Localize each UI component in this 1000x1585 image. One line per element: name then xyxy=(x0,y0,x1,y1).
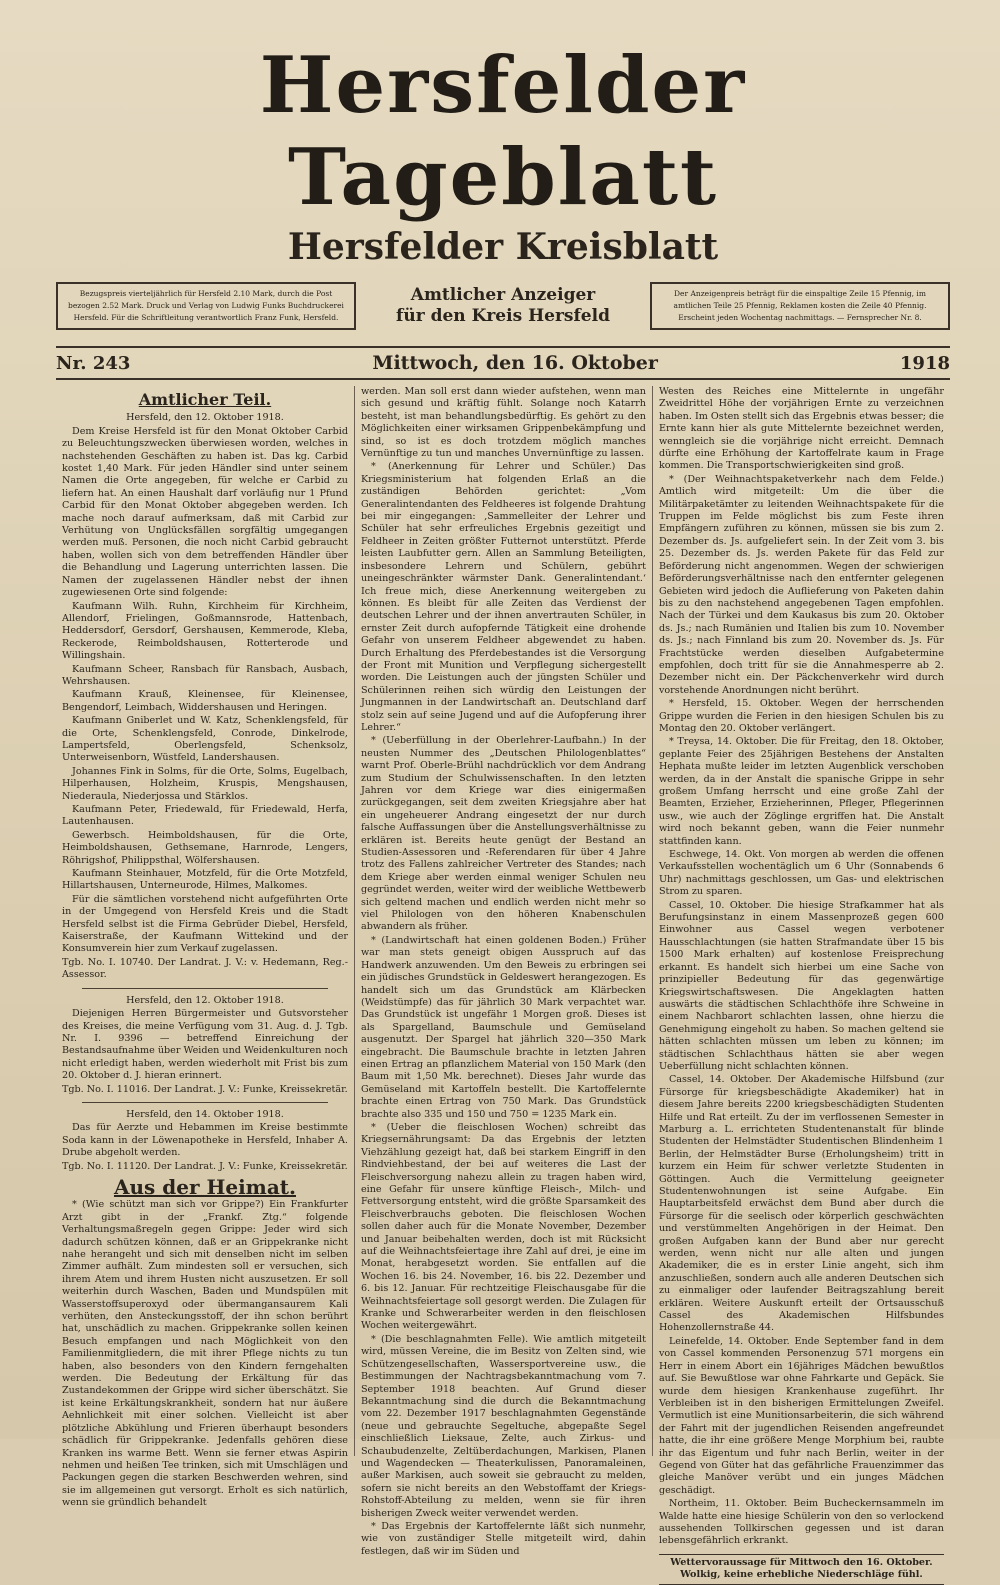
article-paragraph: Northeim, 11. Oktober. Beim Bucheckernsammeln im Walde hatte eine hiesige Schülerin von den so verlockend aussehenden Tollkirschen gegessen und ist daran lebensgefährlich erkrankt. xyxy=(658,1498,944,1547)
article-paragraph: Diejenigen Herren Bürgermeister und Gutsvorsteher des Kreises, die meine Verfügung vom 31. Aug. d. J. Tgb. Nr. I. 9396 — betreffend Einreichung der Bestandsaufnahme über Weiden und Weidenkulturen noch nicht erledigt haben, werden wiederholt mit Frist bis zum 20. Oktober d. J. hieran erinnert. xyxy=(62,1008,348,1082)
article-paragraph: Kaufmann Scheer, Ransbach für Ransbach, Ausbach, Wehrshausen. xyxy=(62,663,348,687)
official-notice-line2: für den Kreis Hersfeld xyxy=(396,306,610,326)
article-paragraph: werden. Man soll erst dann wieder aufstehen, wenn man sich gesund und kräftig fühlt. Solange noch Katarrh besteht, ist man behandlungsbedürftig. Es gehört zu den Möglichkeiten einer wirksamen Grippenbekämpfung und sind, so ist es doch trotzdem möglich manches Vernünftige zu tun und manches Unvernünftige zu lassen. xyxy=(360,386,646,460)
article-paragraph: * Hersfeld, 15. Oktober. Wegen der herrschenden Grippe wurden die Ferien in den hiesigen Schulen bis zu Montag den 20. Oktober verlängert. xyxy=(658,698,944,734)
issue-date: Mittwoch, den 16. Oktober xyxy=(372,352,658,374)
article-paragraph: * (Die beschlagnahmten Felle). Wie amtlich mitgeteilt wird, müssen Vereine, die im Besitz von Zelten sind, wie Schützengesellschaften, Wassersportvereine usw., die Bestimmungen der Nachtragsbekanntmachung vom 7. September 1918 beachten. Auf Grund dieser Bekanntmachung sind die durch die Bekanntmachung vom 22. Dezember 1917 beschlagnahmten Gegenstände (neue und gebrauchte Segeltuche, abgepaßte Segel einschließlich Lieksaue, Zelte, auch Zirkus- und Schaubudenzelte, Zeltüberdachungen, Markisen, Planen und Wagendecken — Theaterkulissen, Panoramaleinen, außer Markisen, auch soweit sie gebraucht zu melden, sofern sie nicht bereits an den Webstoffamt der Kriegs-Rohstoff-Abteilung zu melden, wenn sie für ihren bisherigen Zweck weiter verwendet werden. xyxy=(360,1333,646,1519)
article-paragraph: Kaufmann Steinhauer, Motzfeld, für die Orte Motzfeld, Hillartshausen, Unterneurode, Hilmes, Malkomes. xyxy=(62,868,348,892)
dateline: Hersfeld, den 12. Oktober 1918. xyxy=(126,412,284,424)
article-paragraph: Gewerbsch. Heimboldshausen, für die Orte, Heimboldshausen, Gethsemane, Harnrode, Lengers, Röhrigshof, Philippsthal, Wölfershausen. xyxy=(62,829,348,866)
advertising-info-box: Der Anzeigenpreis beträgt für die einspaltige Zeile 15 Pfennig, im amtlichen Teile 25 Pfennig, Reklamen kosten die Zeile 40 Pfennig. Erscheint jeden Wochentag nachmittags. — Fernsprecher Nr. 8. xyxy=(650,282,950,330)
dateline: Hersfeld, den 14. Oktober 1918. xyxy=(126,1108,284,1120)
article-paragraph: * (Ueber die fleischlosen Wochen) schreibt das Kriegsernährungsamt: Da das Ergebnis der letzten Viehzählung gezeigt hat, daß bei starkem Eingriff in den Rindviehbestand, der bei auf weiteres die Last der Fleischversorgung nahezu allein zu tragen haben wird, eine Gefahr für unsere künftige Fleisch-, Milch- und Fettversorgung entsteht, wird die größte Sparsamkeit des Fleischverbrauchs geboten. Die fleischlosen Wochen sollen daher auch für die Monate November, Dezember und Januar beibehalten werden, doch ist mit Rücksicht auf die Weihnachtsfeiertage ihre Zahl auf drei, je eine im Monat, herabgesetzt worden. Sie entfallen auf die Wochen 16. bis 24. November, 16. bis 22. Dezember und 6. bis 12. Januar. Für rechtzeitige Fleischausgabe für die Weihnachtsfeiertage soll gesorgt werden. Die Zulagen für Kranke und Schwerarbeiter werden in den fleischlosen Wochen weitergewährt. xyxy=(360,1121,646,1332)
signature: Tgb. No. I. 10740. Der Landrat. J. V.: v. Hedemann, Reg.-Assessor. xyxy=(62,956,348,981)
weather-forecast: Wettervoraussage für Mittwoch den 16. Oktober. Wolkig, keine erhebliche Niederschläge fühl. xyxy=(659,1554,944,1585)
subscription-info-box: Bezugspreis vierteljährlich für Hersfeld 2.10 Mark, durch die Post bezogen 2.52 Mark. Druck und Verlag von Ludwig Funks Buchdruckerei Hersfeld. Für die Schriftleitung verantwortlich Franz Funk, Hersfeld. xyxy=(56,282,356,330)
article-paragraph: Dem Kreise Hersfeld ist für den Monat Oktober Carbid zu Beleuchtungszwecken überwiesen worden, welches in nachstehenden Geschäften zu haben ist. Das kg. Carbid kostet 1,40 Mark. Für jeden Händler sind unter seinem Namen die Orte angegeben, für welche er Carbid zu liefern hat. An einen Haushalt darf vorläufig nur 1 Pfund Carbid für den Monat Oktober abgegeben werden. Ich mache noch darauf aufmerksam, daß mit Carbid zur Verhütung von Unglücksfällen sorgfältig umgegangen werden muß. Personen, die noch nicht Carbid gebraucht haben, wollen sich von dem betreffenden Händler über die Behandlung und Lagerung unterrichten lassen. Die Namen der zugelassenen Händler nebst der ihnen zugewiesenen Orte sind folgende: xyxy=(62,425,348,599)
article-paragraph: * (Wie schützt man sich vor Grippe?) Ein Frankfurter Arzt gibt in der „Frankf. Ztg.“ folgende Verhaltungsmaßregeln gegen Grippe: Jeder wird sich dadurch schützen können, daß er an Grippekranke nicht nahe herangeht und sich mit denselben nicht im selben Zimmer aufhält. Zum mindesten soll er versuchen, sich ihrem Atem und ihrem Husten nicht auszusetzen. Er soll weiterhin durch Waschen, Baden und Mundspülen mit Wasserstoffsuperoxyd oder übermangansaurem Kali verhüten, den Ansteckungsstoff, der ihn schon berührt hat, unschädlich zu machen. Grippekranke sollen keinen Besuch empfangen und nach Möglichkeit von den Familienmitgliedern, die mit ihrer Pflege nichts zu tun haben, also besonders von den Kindern ferngehalten werden. Die Bedeutung der Erkältung für das Zustandekommen der Grippe wird sicher überschätzt. Sie ist keine Erkältungskrankheit, sondern hat nur äußere Aehnlichkeit mit einer solchen. Vielleicht ist aber plötzliche Abkühlung und Frieren überhaupt besonders schädlich für Grippekranke. Jedenfalls gehören diese Kranken ins warme Bett. Wenn sie ferner etwas Aspirin nehmen und heißen Tee trinken, sich mit Umschlägen und Packungen gegen die starken Beschwerden wehren, sind sie im allgemeinen gut versorgt. Erholt es sich natürlich, wenn sie gründlich behandelt xyxy=(62,1199,348,1509)
issue-number: Nr. 243 xyxy=(56,352,131,374)
newspaper-title: Hersfelder Tageblatt xyxy=(259,40,747,223)
article-paragraph: * Das Ergebnis der Kartoffelernte läßt sich nunmehr, wie von zuständiger Stelle mitgeteilt wird, dahin festlegen, daß wir im Süden und xyxy=(360,1520,646,1557)
article-paragraph: Kaufmann Peter, Friedewald, für Friedewald, Herfa, Lautenhausen. xyxy=(62,804,348,828)
divider xyxy=(82,1102,328,1103)
signature: Tgb. No. I. 11120. Der Landrat. J. V.: Funke, Kreissekretär. xyxy=(62,1160,348,1172)
column-1 xyxy=(56,386,354,1509)
article-paragraph: * (Anerkennung für Lehrer und Schüler.) Das Kriegsministerium hat folgenden Erlaß an die zuständigen Behörden gerichtet: „Vom Generalintendanten des Feldheeres ist folgende Drahtung bei mir eingegangen: ‚Sammelleiter der Lehrer und Schüler hat sehr erfreuliches Ergebnis gezeitigt und Feldheer in Zeiten größter Futternot unterstützt. Pferde leisten Laubfutter gern. Allen an Sammlung Beteiligten, insbesondere Lehrern und Schülern, gebührt uneingeschränkter wärmster Dank. Generalintendant.‘ Ich freue mich, diese Anerkennung weitergeben zu können. Es bleibt für alle Zeiten das Verdienst der deutschen Lehrer und der ihnen anvertrauten Schüler, in ernster Zeit durch aufopfernde Tätigkeit eine drohende Gefahr von unserem Feldheer abgewendet zu haben. Durch Erhaltung des Pferdebestandes ist die Versorgung der Front mit Munition und Verpflegung sichergestellt worden. Die Leistungen auch der jüngsten Schüler und Schülerinnen reihen sich würdig den Leistungen der Jungmannen in der Landwirtschaft an. Deutschland darf stolz sein auf seine Jugend und auf die Aufopferung ihrer Lehrer.“ xyxy=(360,461,646,733)
article-paragraph: * Treysa, 14. Oktober. Die für Freitag, den 18. Oktober, geplante Feier des 25jährigen Bestehens der Anstalten Hephata mußte leider im letzten Augenblick verschoben werden, da in der Anstalt die spanische Grippe in sehr großem Umfang herrscht und eine große Zahl der Beamten, Erzieher, Erzieherinnen, Pfleger, Pflegerinnen usw., wie auch der Zöglinge ergriffen hat. Die Anstalt wird noch bekannt geben, wann die Feier nunmehr stattfinden kann. xyxy=(658,736,944,847)
article-paragraph: Für die sämtlichen vorstehend nicht aufgeführten Orte in der Umgegend von Hersfeld Kreis und die Stadt Hersfeld selbst ist die Firma Gebrüder Diebel, Hersfeld, Kaiserstraße, der Kaufmann Wittekind und der Konsumverein hier zum Verkauf zugelassen. xyxy=(62,893,348,955)
section-heading-local: Aus der Heimat. xyxy=(113,1174,296,1199)
article-paragraph: Westen des Reiches eine Mittelernte in ungefähr Zweidrittel Höhe der vorjährigen Ernte zu verzeichnen haben. Im Osten stellt sich das Ergebnis etwas besser; die Ernte kann hier als gute Mittelernte bezeichnet werden, wenngleich sie die vorjährige nicht erreicht. Demnach dürfte eine Erhöhung der Kartoffelrate kaum in Frage kommen. Die Transportschwierigkeiten sind groß. xyxy=(658,386,944,472)
article-paragraph: Eschwege, 14. Okt. Von morgen ab werden die offenen Verkaufsstellen wochentäglich um 6 Uhr (Sonnabends 6 Uhr) nachmittags geschlossen, um Gas- und elektrischen Strom zu sparen. xyxy=(658,849,944,898)
article-paragraph: Cassel, 14. Oktober. Der Akademische Hilfsbund (zur Fürsorge für kriegsbeschädigte Akademiker) hat in diesem Jahre bereits 2200 kriegsbeschädigten Studenten Hilfe und Rat erteilt. Zu der im verflossenen Semester in Marburg a. L. errichteten Studentenanstalt für blinde Studenten der Helmstädter Studentischen Blindenheim 1 Berlin, der Helmstädter Burse (Erholungsheim) tritt in kurzem ein Heim für schwer verletzte Studenten in Göttingen. Auch die Vermittelung geeigneter Studentenwohnungen ist seine Aufgabe. Ein Hauptarbeitsfeld erwächst dem Bund aber durch die Fürsorge für die seelisch oder körperlich geschwächten und verstümmelten Angehörigen in der Heimat. Den großen Aufgaben kann der Bund aber nur gerecht werden, wenn nicht nur alle alten und jungen Akademiker, die es in erster Linie angeht, sich ihm anzuschließen, sondern auch alle anderen Deutschen sich zu einmaliger oder laufender Beitragszahlung bereit erklären. Weitere Auskunft erteilt der Ortsausschuß Cassel des Akademischen Hilfsbundes Hohenzollernstraße 44. xyxy=(658,1074,944,1334)
column-2 xyxy=(354,386,652,1557)
article-columns xyxy=(56,386,950,1581)
issue-bar xyxy=(56,346,950,380)
issue-year: 1918 xyxy=(899,352,950,374)
column-3 xyxy=(652,386,950,1581)
article-paragraph: Kaufmann Wilh. Ruhn, Kirchheim für Kirchheim, Allendorf, Frielingen, Goßmannsrode, Hattenbach, Heddersdorf, Gersdorf, Gershausen, Kemmerode, Kleba, Reckerode, Reimboldshausen, Rotterterode und Willingshain. xyxy=(62,600,348,662)
official-notice-line1: Amtlicher Anzeiger xyxy=(410,285,596,305)
official-notice xyxy=(396,285,610,327)
section-heading-official: Amtlicher Teil. xyxy=(138,390,272,409)
article-paragraph: Das für Aerzte und Hebammen im Kreise bestimmte Soda kann in der Löwenapotheke in Hersfeld, Inhaber A. Drube abgeholt werden. xyxy=(62,1122,348,1159)
article-paragraph: * (Ueberfüllung in der Oberlehrer-Laufbahn.) In der neusten Nummer des „Deutschen Philologenblattes“ warnt Prof. Oberle-Brühl nachdrücklich vor dem Andrang zum Studium der Schulwissenschaften. In den letzten Jahren vor dem Kriege war dies einigermaßen zurückgegangen, seit dem zweiten Kriegsjahre aber hat ein ungeheuerer Andrang eingesetzt der nur durch falsche Auffassungen über die Anstellungsverhältnisse zu erklären ist. Bereits heute genügt der Bestand an Studien-Assessoren und -Referendaren für über 4 Jahre trotz des Fallens zahlreicher Vertreter des Standes; nach dem Kriege aber werden einmal weniger Schulen neu gegründet werden, weiter wird der weibliche Wettbewerb sich geltend machen und endlich werden nicht mehr so viel Philologen von den höheren Knabenschulen abwandern als früher. xyxy=(360,735,646,933)
article-paragraph: Johannes Fink in Solms, für die Orte, Solms, Eugelbach, Hilperhausen, Holzheim, Kruspis, Mengshausen, Niederaula, Niederjossa und Stärklos. xyxy=(62,765,348,802)
article-paragraph: * (Landwirtschaft hat einen goldenen Boden.) Früher war man stets geneigt obigen Ausspruch auf das Handwerk anzuwenden. Um den Beweis zu erbringen sei ein jüdisches Grundstück in Geldeswert herangezogen. Es handelt sich um das Grundstück am Klärbecken (Weidstümpfe) das für jährlich 30 Mark verpachtet war. Das Grundstück ist ungefähr 1 Morgen groß. Dieses ist als Spargelland, Baumschule und Gemüseland ausgenutzt. Der Spargel hat jährlich 320—350 Mark eingebracht. Die Baumschule brachte in letzten Jahren einen Ertrag an pflanzlichem Material von 150 Mark (den Baum mit 1,50 Mk. berechnet). Dieses Jahr wurde das Gemüseland mit Kartoffeln bestellt. Die Kartoffelernte brachte einen Ertrag von 750 Mark. Das Grundstück brachte also 335 und 150 und 750 = 1235 Mark ein. xyxy=(360,934,646,1120)
article-paragraph: Kaufmann Krauß, Kleinensee, für Kleinensee, Bengendorf, Leimbach, Widdershausen und Heringen. xyxy=(62,689,348,713)
divider xyxy=(82,988,328,989)
newspaper-subtitle: Hersfelder Kreisblatt xyxy=(287,226,719,268)
article-paragraph: * (Der Weihnachtspaketverkehr nach dem Felde.) Amtlich wird mitgeteilt: Um die über die Militärpaketämter zu leitenden Weihnachtspakete für die Truppen im Felde möglichst bis zum Feste ihren Empfängern zuführen zu können, müssen sie bis zum 2. Dezember ds. Js. aufgeliefert sein. In der Zeit vom 3. bis 25. Dezember ds. Js. werden Pakete für das Feld zur Beförderung nicht angenommen. Wegen der schwierigen Beförderungsverhältnisse nach den entfernter gelegenen Gebieten wird jedoch die Auflieferung von Paketen dahin bis zu den nachstehend angegebenen Tagen empfohlen. Nach der Türkei und dem Kaukasus bis zum 20. Oktober ds. Js.; nach Rumänien und Italien bis zum 10. November ds. Js.; nach Finnland bis zum 20. November ds. Js. Für Frachtstücke werden dieselben Aufgabetermine empfohlen, doch tritt für sie die Annahmesperre ab 2. Dezember nicht ein. Der Päckchenverkehr wird durch vorstehende Anordnungen nicht berührt. xyxy=(658,473,944,696)
signature: Tgb. No. I. 11016. Der Landrat. J. V.: Funke, Kreissekretär. xyxy=(62,1083,348,1095)
dateline: Hersfeld, den 12. Oktober 1918. xyxy=(126,994,284,1006)
article-paragraph: Leinefelde, 14. Oktober. Ende September fand in dem von Cassel kommenden Personenzug 571 morgens ein Herr in einem Abort ein 16jähriges Mädchen bewußtlos auf. Sie Bewußtlose war ohne Fahrkarte und Gepäck. Sie wurde dem hiesigen Krankenhause zugeführt. Ihr Verbleiben ist in den bisherigen Ermittelungen Zweifel. Vermutlich ist eine Munitionsarbeiterin, die sich während der Fahrt mit der jugendlichen Reisenden angefreundet hatte, die ihr eine größere Menge Morphium bei, raubte ihr das Eigentum und fuhr nach Berlin, weiter in der Gegend von Güter hat das gefährliche Frauenzimmer das gleiche Manöver verübt und ein junges Mädchen geschädigt. xyxy=(658,1335,944,1496)
article-paragraph: Kaufmann Gniberlet und W. Katz, Schenklengsfeld, für die Orte, Schenklengsfeld, Conrode, Dinkelrode, Lampertsfeld, Oberlengsfeld, Schenksolz, Unterweisenborn, Wüstfeld, Landershausen. xyxy=(62,715,348,764)
article-paragraph: Cassel, 10. Oktober. Die hiesige Strafkammer hat als Berufungsinstanz in einem Massenprozeß gegen 600 Einwohner aus Cassel wegen verbotener Hausschlachtungen (sie hatten Strafmandate über 15 bis 1500 Mark erhalten) auf kostenlose Freisprechung erkannt. Es handelt sich hierbei um eine Sache von prinzipieller Bedeutung für das gegenwärtige Kriegswirtschaftswesen. Die Angeklagten hatten auswärts die städtischen Schlachthöfe ihre Schweine in einem Nachbarort schlachten lassen, ohne hierzu die Genehmigung eingeholt zu haben. So machen geltend sie hätten schlachten müssen um leben zu können; im städtischen Schlachthaus hätten sie aber wegen Ueberfüllung nicht schlachten können. xyxy=(658,899,944,1072)
masthead-info-row xyxy=(56,276,950,336)
masthead xyxy=(56,40,950,336)
